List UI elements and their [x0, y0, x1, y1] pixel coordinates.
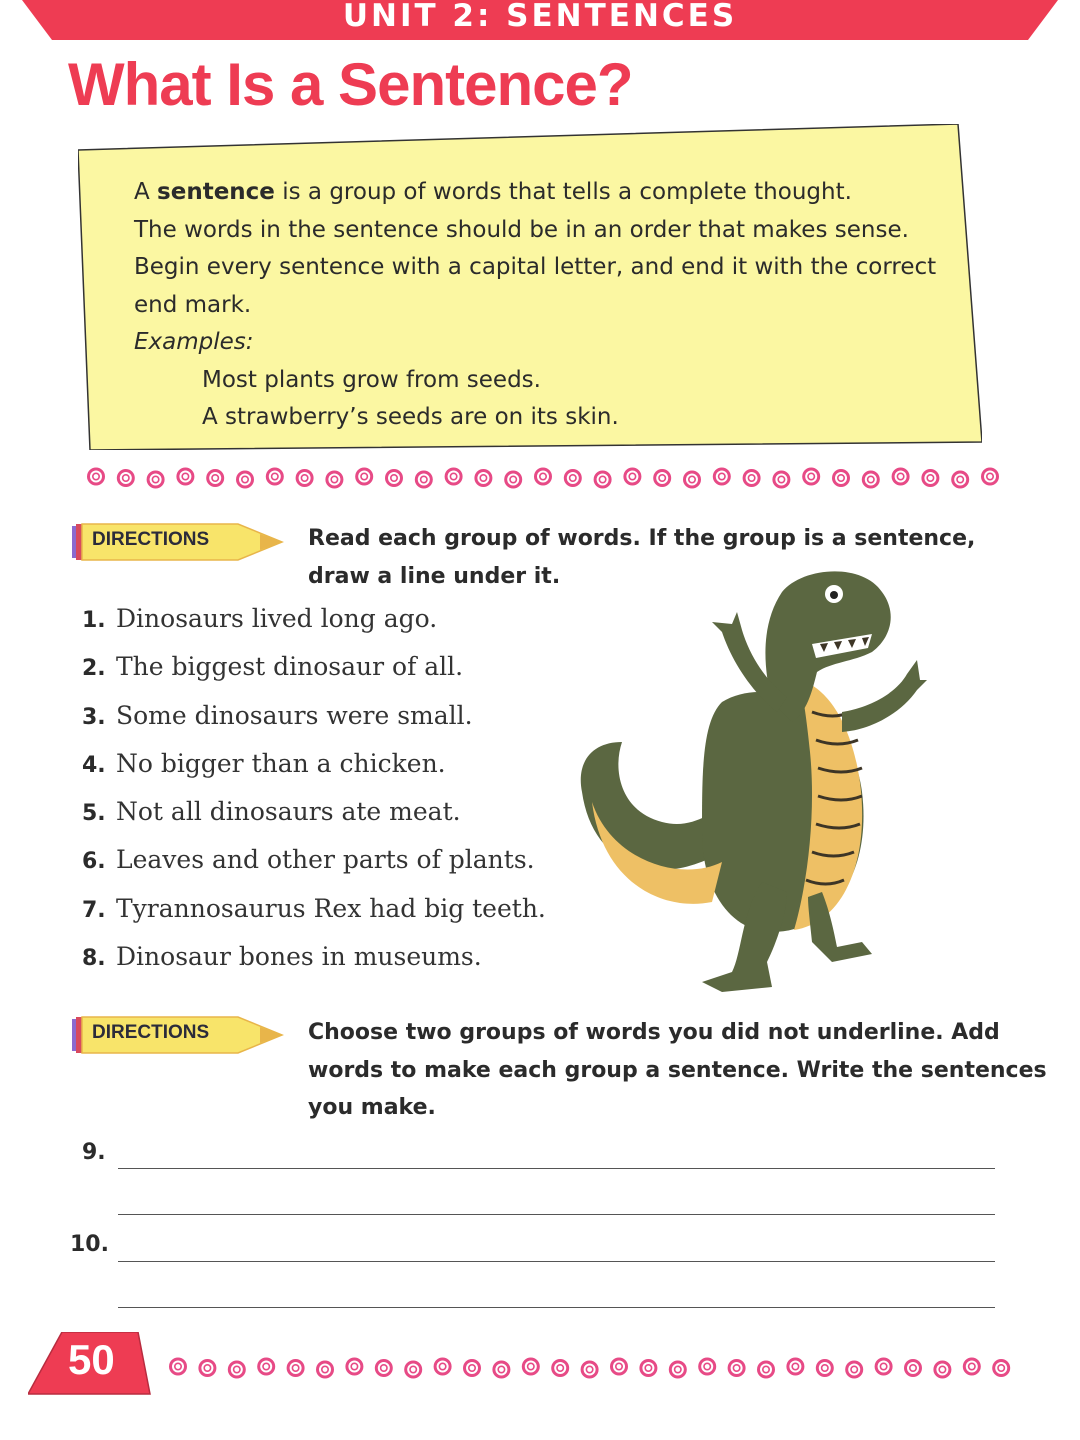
directions-text: Read each group of words. If the group is a sentence, draw a line under it.	[308, 526, 976, 589]
ring-dot-icon	[992, 1359, 1010, 1377]
ring-dot-icon	[904, 1359, 922, 1377]
list-item: 5. Not all dinosaurs ate meat.	[82, 797, 461, 827]
list-item: 3. Some dinosaurs were small.	[82, 700, 473, 730]
ring-dot-icon	[415, 471, 433, 489]
ring-dot-icon	[206, 469, 224, 487]
ring-dot-icon	[236, 471, 254, 489]
ring-dot-icon	[504, 471, 522, 489]
ring-dot-icon	[933, 1361, 951, 1379]
ring-dot-icon	[228, 1361, 246, 1379]
write-line[interactable]	[118, 1214, 995, 1215]
ring-dot-icon	[257, 1358, 275, 1376]
ring-dot-icon	[176, 468, 194, 486]
ring-dot-icon	[832, 469, 850, 487]
write-item-number: 9.	[82, 1140, 106, 1165]
ring-dot-icon	[845, 1361, 863, 1379]
decorative-dot-row	[168, 1356, 1028, 1380]
ring-dot-icon	[385, 469, 403, 487]
examples-label: Examples:	[134, 329, 254, 355]
rule-box	[78, 124, 982, 450]
list-item: 7. Tyrannosaurus Rex had big teeth.	[82, 893, 546, 923]
ring-dot-icon	[117, 469, 135, 487]
ring-dot-icon	[683, 471, 701, 489]
ring-dot-icon	[463, 1359, 481, 1377]
dinosaur-illustration	[572, 562, 932, 1002]
write-item-number: 10.	[70, 1232, 109, 1257]
ring-dot-icon	[802, 468, 820, 486]
ring-dot-icon	[355, 468, 373, 486]
unit-banner	[0, 0, 1080, 40]
list-item: 4. No bigger than a chicken.	[82, 748, 446, 778]
rule-text	[134, 174, 954, 437]
ring-dot-icon	[669, 1361, 687, 1379]
ring-dot-icon	[551, 1359, 569, 1377]
ring-dot-icon	[522, 1358, 540, 1376]
ring-dot-icon	[316, 1361, 334, 1379]
sentence-list	[82, 604, 602, 990]
ring-dot-icon	[287, 1359, 305, 1377]
ring-dot-icon	[266, 468, 284, 486]
ring-dot-icon	[581, 1361, 599, 1379]
ring-dot-icon	[534, 468, 552, 486]
ring-dot-icon	[594, 471, 612, 489]
ring-dot-icon	[921, 469, 939, 487]
ring-dot-icon	[963, 1358, 981, 1376]
directions-text: Choose two groups of words you did not underline. Add words to make each group a sentence. Write the sentences you make.	[308, 1020, 1047, 1120]
ring-dot-icon	[404, 1361, 422, 1379]
ring-dot-icon	[757, 1361, 775, 1379]
ring-dot-icon	[772, 471, 790, 489]
ring-dot-icon	[786, 1358, 804, 1376]
ring-dot-icon	[981, 468, 999, 486]
ring-dot-icon	[951, 471, 969, 489]
rule-line-2: The words in the sentence should be in an order that makes sense.	[134, 216, 909, 243]
ring-dot-icon	[743, 469, 761, 487]
ring-dot-icon	[728, 1359, 746, 1377]
ring-dot-icon	[345, 1358, 363, 1376]
write-line[interactable]	[118, 1261, 995, 1262]
key-term: sentence	[157, 179, 275, 205]
write-line[interactable]	[118, 1307, 995, 1308]
ring-dot-icon	[87, 468, 105, 486]
list-item: 8. Dinosaur bones in museums.	[82, 942, 482, 972]
ring-dot-icon	[434, 1358, 452, 1376]
ring-dot-icon	[445, 468, 463, 486]
ring-dot-icon	[325, 471, 343, 489]
ring-dot-icon	[610, 1358, 628, 1376]
ring-dot-icon	[875, 1358, 893, 1376]
list-item: 2. The biggest dinosaur of all.	[82, 652, 464, 682]
decorative-dot-row	[86, 466, 1006, 490]
ring-dot-icon	[375, 1359, 393, 1377]
ring-dot-icon	[492, 1361, 510, 1379]
directions-label: DIRECTIONS	[92, 1022, 210, 1043]
example-2: A strawberry’s seeds are on its skin.	[202, 404, 619, 430]
page-number-badge	[28, 1332, 152, 1396]
ring-dot-icon	[198, 1359, 216, 1377]
page-title: What Is a Sentence?	[68, 51, 633, 118]
ring-dot-icon	[623, 468, 641, 486]
example-1: Most plants grow from seeds.	[202, 366, 541, 393]
list-item: 6. Leaves and other parts of plants.	[82, 845, 535, 875]
ring-dot-icon	[698, 1358, 716, 1376]
directions-tag	[70, 1013, 290, 1057]
ring-dot-icon	[147, 471, 165, 489]
ring-dot-icon	[862, 471, 880, 489]
directions-label: DIRECTIONS	[92, 529, 210, 550]
ring-dot-icon	[816, 1359, 834, 1377]
unit-title: UNIT 2: SENTENCES	[342, 0, 738, 34]
ring-dot-icon	[564, 469, 582, 487]
ring-dot-icon	[296, 469, 314, 487]
ring-dot-icon	[892, 468, 910, 486]
ring-dot-icon	[474, 469, 492, 487]
ring-dot-icon	[713, 468, 731, 486]
rule-line-1: A sentence is a group of words that tells a complete thought.	[134, 179, 852, 205]
ring-dot-icon	[169, 1358, 187, 1376]
rule-line-3: Begin every sentence with a capital letter, and end it with the correct end mark.	[134, 254, 937, 318]
ring-dot-icon	[639, 1359, 657, 1377]
page-number: 50	[68, 1336, 115, 1383]
list-item: 1. Dinosaurs lived long ago.	[82, 604, 438, 633]
write-line[interactable]	[118, 1168, 995, 1169]
directions-tag	[70, 520, 290, 564]
ring-dot-icon	[653, 469, 671, 487]
